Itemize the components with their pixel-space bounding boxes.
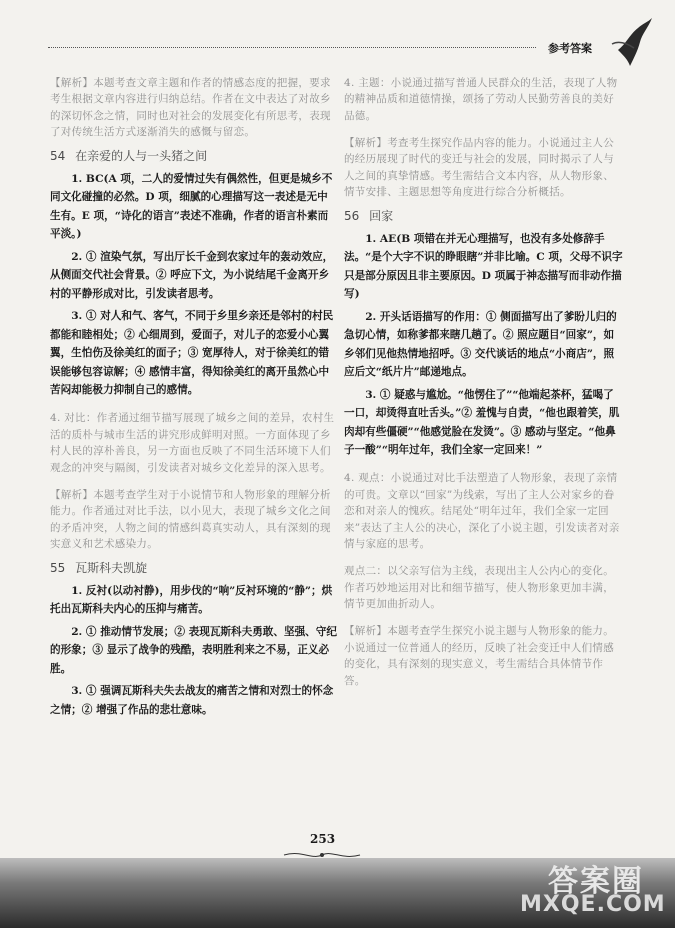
faded-analysis-top: 【解析】本题考查文章主题和作者的情感态度的把握，要求考生根据文章内容进行归纳总结。作者在文中表达了对故乡的深切怀念之情，同时也对社会的发展变化有所思考，表现了对传统生活方式逐渐消失的感慨与留恋。 bbox=[50, 76, 331, 138]
header-rule bbox=[48, 47, 536, 48]
left-column bbox=[50, 64, 338, 723]
faded-view-two: 观点二：以父亲写信为主线，表现出主人公内心的变化。作者巧妙地运用对比和细节描写，使人物形象更加丰满，情节更加曲折动人。 bbox=[344, 565, 614, 610]
header-brush-ornament bbox=[608, 14, 656, 70]
section-54-number: 54 bbox=[50, 148, 66, 163]
right-column bbox=[344, 64, 624, 695]
faded-answer-54-4: 4. 对比：作者通过细节描写展现了城乡之间的差异，农村生活的质朴与城市生活的讲究形成鲜明对照。一方面体现了乡村人民的淳朴善良，另一方面也反映了不同生活环境下人们观念的冲突与隔阂，引发读者对城乡文化差异的深入思考。 bbox=[50, 412, 335, 474]
watermark-logo-text: 答案圈 bbox=[548, 864, 644, 899]
answer-55-1: 1. 反衬(以动衬静)，用步伐的“响”反衬环境的“静”；烘托出瓦斯科夫内心的压抑与痛苦。 bbox=[50, 584, 333, 615]
answer-56-3: 3. ① 疑惑与尴尬。“他愣住了”“他端起茶杯，猛喝了一口，却烫得直吐舌头。”② 羞愧与自责，“他也跟着笑，肌肉却有些僵硬”“他感觉脸在发烫”。③ 感动与坚定。“他鼻子一酸”“明年过年，我们全家一定回来！” bbox=[344, 388, 620, 456]
section-56-number: 56 bbox=[344, 208, 360, 223]
section-54-name: 在亲爱的人与一头猪之间 bbox=[75, 148, 208, 163]
page-number: 253 bbox=[310, 832, 336, 846]
answer-55-3: 3. ① 强调瓦斯科夫失去战友的痛苦之情和对烈士的怀念之情；② 增强了作品的悲壮意味。 bbox=[50, 685, 334, 716]
answer-54-2: 2. ① 渲染气氛，写出厅长千金到农家过年的轰动效应，从侧面交代社会背景。② 呼应下文，为小说结尾千金离开乡村的平静形成对比，引发读者思考。 bbox=[50, 250, 334, 300]
running-header: 参考答案 bbox=[548, 42, 592, 55]
section-55-number: 55 bbox=[50, 560, 66, 575]
section-55-name: 瓦斯科夫凯旋 bbox=[75, 560, 148, 575]
faded-analysis-right: 【解析】考查考生探究作品内容的能力。小说通过主人公的经历展现了时代的变迁与社会的发展，同时揭示了人与人之间的真挚情感。考生需结合文本内容，从人物形象、情节安排、主题思想等角度进行综合分析概括。 bbox=[344, 136, 614, 198]
section-55-title bbox=[50, 559, 338, 576]
section-56-title bbox=[344, 207, 624, 224]
answer-54-3: 3. ① 对人和气、客气，不同于乡里乡亲还是邻村的村民都能和睦相处；② 心细周到，爱面子，对儿子的恋爱小心翼翼，生怕伤及徐美红的面子；③ 宽厚待人，对于徐美红的错误能够包容谅解；④ 感情丰富，得知徐美红的离开虽然心中苦闷却能极力抑制自己的感情。 bbox=[50, 310, 334, 396]
faded-analysis-56: 【解析】本题考查学生探究小说主题与人物形象的能力。小说通过一位普通人的经历，反映了社会变迁中人们情感的变化，具有深刻的现实意义，考生需结合具体情节作答。 bbox=[344, 625, 614, 687]
answer-55-2: 2. ① 推动情节发展；② 表现瓦斯科夫勇敢、坚强、守纪的形象；③ 显示了战争的残酷，表明胜利来之不易，正义必胜。 bbox=[50, 625, 337, 675]
section-56-name: 回家 bbox=[369, 208, 394, 223]
answer-54-1: 1. BC(A 项，二人的爱情过失有偶然性，但更是城乡不同文化碰撞的必然。D 项，细腻的心理描写这一表述是无中生有。E 项，“诗化的语言”表述不准确，作者的语言朴素而平淡。) bbox=[50, 172, 333, 240]
answer-56-2: 2. 开头话语描写的作用：① 侧面描写出了爹盼儿归的急切心情，如称爹都来瞎几趟了。② 照应题目“回家”，如乡邻们见他热情地招呼。③ 交代谈话的地点“小商店”，照应后文“纸片片”邮递地点。 bbox=[344, 310, 617, 378]
faded-answer-56-4: 4. 观点：小说通过对比手法塑造了人物形象，表现了亲情的可贵。文章以“回家”为线索，写出了主人公对家乡的眷恋和对亲人的愧疚。结尾处“明年过年，我们全家一定回来”表达了主人公的决心，深化了小说主题，引发读者对亲情与家庭的思考。 bbox=[344, 472, 620, 550]
answer-56-1: 1. AE(B 项错在并无心理描写，也没有多处修辞手法。“是个大字不识的睁眼瞎”并非比喻。C 项，父母不识字只是部分原因且非主要原因。D 项属于神态描写而非动作描写) bbox=[344, 232, 623, 300]
site-watermark bbox=[508, 856, 668, 926]
section-54-title bbox=[50, 147, 338, 164]
faded-analysis-54: 【解析】本题考查学生对于小说情节和人物形象的理解分析能力。作者通过对比手法，以小见大，表现了城乡文化之间的矛盾冲突，人物之间的情感纠葛真实动人，具有深刻的现实意义和艺术感染力。 bbox=[50, 488, 331, 550]
faded-answer-top-right: 4. 主题：小说通过描写普通人民群众的生活，表现了人物的精神品质和道德情操，颂扬了劳动人民勤劳善良的美好品德。 bbox=[344, 76, 618, 122]
watermark-url: MXQE.COM bbox=[520, 892, 666, 917]
